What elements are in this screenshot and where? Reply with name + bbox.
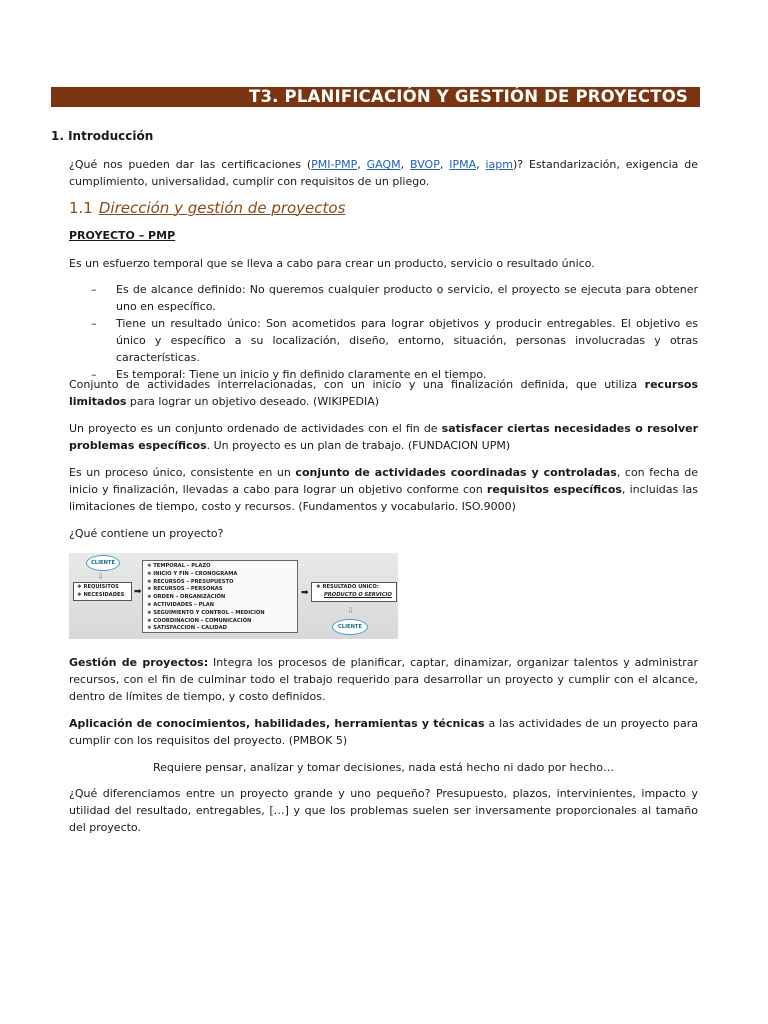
paragraph-upm: [69, 420, 698, 454]
text-run: Integra los procesos de planificar, captar, dinamizar, organizar talentos y administrar recursos, con el fin de culminar todo el trabajo requerido para desarrollar un proyecto y cumplir con el alcance, dentro de límites de tiempo, y costo definidos.: [69, 656, 698, 703]
input-item: NECESIDADES: [83, 591, 125, 598]
bold-run: requisitos específicos: [486, 483, 622, 496]
result-title: RESULTADO UNICO:: [322, 584, 379, 590]
final-paragraph: ¿Qué diferenciamos entre un proyecto grande y uno pequeño? Presupuesto, plazos, intervinientes, impacto y utilidad del resultado, entregables, […] y que los problemas suelen ser inversamente proporcionales al tamaño del proyecto.: [69, 787, 698, 834]
link-gaqm[interactable]: GAQM: [366, 158, 401, 171]
bold-run: satisfacer ciertas necesidades o resolver problemas específicos: [69, 422, 698, 452]
list-item: – Es temporal: Tiene un inicio y fin definido claramente en el tiempo.: [94, 366, 698, 383]
subsection-title: Dirección y gestión de proyectos: [98, 199, 346, 217]
list-item: ❖ TEMPORAL – PLAZO: [147, 563, 297, 571]
list-item: ❖ SEGUIMIENTO Y CONTROL – MEDICION: [147, 610, 297, 618]
intro-paragraph: ¿Qué nos pueden dar las certificaciones (PMI-PMP, GAQM, BVOP, IPMA, iapm)? Estandarización, exigencia de cumplimiento, universalidad, cumplir con requisitos de un pliego.: [69, 158, 699, 188]
text-run: a las actividades de un proyecto para cumplir con los requisitos del proyecto. (PMBOK 5): [69, 717, 698, 747]
arrow-right-icon: ➡: [301, 588, 309, 598]
paragraph-wikipedia: [69, 376, 698, 410]
link-bvop[interactable]: BVOP: [410, 158, 440, 171]
link-pmi-pmp[interactable]: PMI-PMP: [311, 158, 358, 171]
list-item: ❖ RECURSOS – PERSONAS: [147, 586, 297, 594]
client-bottom-ellipse: CLIENTE: [332, 619, 368, 635]
link-iapm[interactable]: iapm: [485, 158, 513, 171]
list-item: ❖ ORDEN – ORGANIZACIÓN: [147, 594, 297, 602]
arrow-down-icon: ⇩: [347, 606, 354, 615]
text-run: para lograr un objetivo deseado. (WIKIPEDIA): [126, 395, 380, 408]
components-box: [142, 560, 298, 633]
list-item: ❖ SATISFACCION – CALIDAD: [147, 625, 297, 633]
list-item: ❖ RECURSOS – PRESUPUESTO: [147, 579, 297, 587]
list-item: – Es de alcance definido: No queremos cualquier producto o servicio, el proyecto se ejecuta para obtener uno en específico.: [94, 281, 698, 315]
result-subtitle: PRODUCTO O SERVICIO: [324, 591, 392, 598]
inputs-box: ❖ REQUISITOS ❖ NECESIDADES: [73, 582, 132, 601]
text-run: Un proyecto es un conjunto ordenado de actividades con el fin de: [69, 422, 442, 435]
subsection-heading-direccion: [69, 199, 345, 217]
arrow-down-icon: ⇩: [97, 572, 104, 581]
text-run: Conjunto de actividades interrelacionadas, con un inicio y una finalización definida, que utiliza: [69, 378, 645, 391]
bold-run: Aplicación de conocimientos, habilidades, herramientas y técnicas: [69, 717, 485, 730]
bold-run: conjunto de actividades coordinadas y controladas: [295, 466, 617, 479]
text-run: Es un proceso único, consistente en un: [69, 466, 296, 479]
list-item: ❖ COORDINACION – COMUNICACIÓN: [147, 618, 297, 626]
intro-text-before: ¿Qué nos pueden dar las certificaciones (: [69, 158, 312, 171]
bold-run: Gestión de proyectos:: [69, 656, 209, 669]
text-run: , con fecha de inicio y finalización, llevadas a cabo para lograr un objetivo conforme con: [69, 466, 698, 496]
project-diagram: [69, 553, 398, 639]
quote-paragraph: Requiere pensar, analizar y tomar decisiones, nada está hecho ni dado por hecho…: [152, 761, 615, 774]
list-item: – Tiene un resultado único: Son acometidos para lograr objetivos y producir entregables. El objetivo es único y específico a su localización, diseño, entorno, situación, personas involucradas y otras características.: [94, 315, 698, 366]
definition-paragraph: Es un esfuerzo temporal que se lleva a cabo para crear un producto, servicio o resultado único.: [69, 257, 595, 270]
input-item: REQUISITOS: [83, 584, 119, 590]
document-title-banner: T3. PLANIFICACIÓN Y GESTIÓN DE PROYECTOS: [51, 87, 700, 107]
bold-run: recursos limitados: [69, 378, 698, 408]
text-run: , incluidas las limitaciones de tiempo, costo y recursos. (Fundamentos y vocabulario. ISO.9000): [69, 483, 698, 513]
question-contains: ¿Qué contiene un proyecto?: [69, 527, 224, 540]
heading-proyecto-pmp: PROYECTO – PMP: [69, 229, 176, 242]
subsection-number: 1.1: [69, 199, 93, 217]
list-item: ❖ INICIO Y FIN – CRONOGRAMA: [147, 571, 297, 579]
client-top-ellipse: CLIENTE: [86, 555, 120, 571]
paragraph-gestion: [69, 654, 698, 705]
text-run: . Un proyecto es un plan de trabajo. (FUNDACION UPM): [206, 439, 511, 452]
components-list: [143, 561, 297, 633]
section-heading-introduccion: 1. Introducción: [51, 129, 154, 143]
paragraph-pmbok: [69, 715, 698, 749]
arrow-right-icon: ➡: [134, 587, 142, 597]
result-box: ❖ RESULTADO UNICO: PRODUCTO O SERVICIO: [311, 582, 397, 602]
intro-text-after: )? Estandarización, exigencia de cumplimiento, universalidad, cumplir con requisitos de un pliego.: [69, 158, 699, 188]
link-ipma[interactable]: IPMA: [449, 158, 477, 171]
list-item: ❖ ACTIVIDADES – PLAN: [147, 602, 297, 610]
characteristics-list: [94, 281, 698, 383]
paragraph-iso: [69, 464, 698, 515]
